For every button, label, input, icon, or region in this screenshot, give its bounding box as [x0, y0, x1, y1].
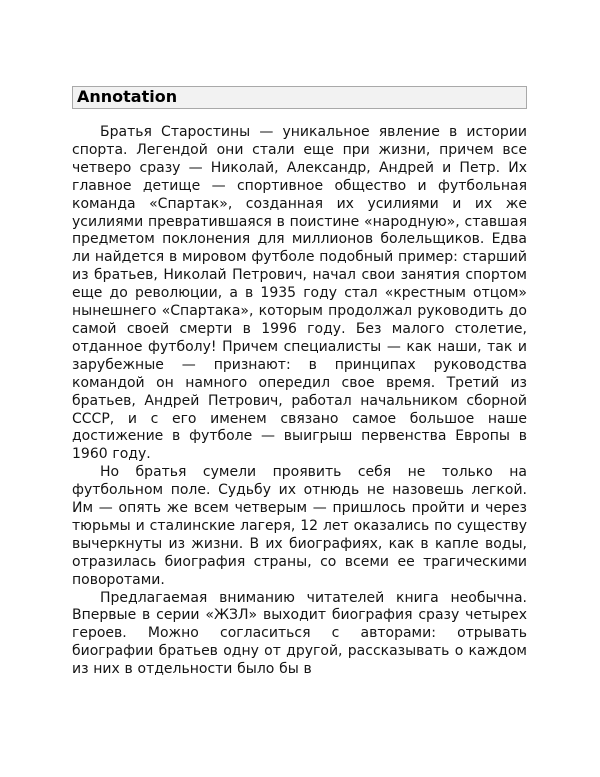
annotation-section-header: Annotation: [72, 86, 527, 109]
annotation-paragraph: Предлагаемая вниманию читателей книга необычна. Впервые в серии «ЖЗЛ» выходит биография сразу четырех героев. Можно согласиться с авторами: отрывать биографии братьев одну от другой, рассказывать о каждом из них в отдельности было бы в: [72, 589, 527, 678]
annotation-paragraph: Братья Старостины — уникальное явление в истории спорта. Легендой они стали еще при жизни, причем все четверо сразу — Николай, Александр, Андрей и Петр. Их главное детище — спортивное общество и футбольная команда «Спартак», созданная их усилиями и их же усилиями превратившаяся в поистине «народную», ставшая предметом поклонения для миллионов болельщиков. Едва ли найдется в мировом футболе подобный пример: старший из братьев, Николай Петрович, начал свои занятия спортом еще до революции, а в 1935 году стал «крестным отцом» нынешнего «Спартака», которым продолжал руководить до самой своей смерти в 1996 году. Без малого столетие, отданное футболу! Причем специалисты — как наши, так и зарубежные — признают: в принципах руководства командой он намного опередил свое время. Третий из братьев, Андрей Петрович, работал начальником сборной СССР, и с его именем связано самое большое наше достижение в футболе — выигрыш первенства Европы в 1960 году.: [72, 124, 527, 463]
annotation-paragraph: Но братья сумели проявить себя не только на футбольном поле. Судьбу их отнюдь не назовешь легкой. Им — опять же всем четверым — пришлось пройти и через тюрьмы и сталинские лагеря, 12 лет оказались по существу вычеркнуты из жизни. В их биографиях, как в капле воды, отразилась биография страны, со всеми ее трагическими поворотами.: [72, 464, 527, 588]
annotation-text: [72, 124, 527, 679]
